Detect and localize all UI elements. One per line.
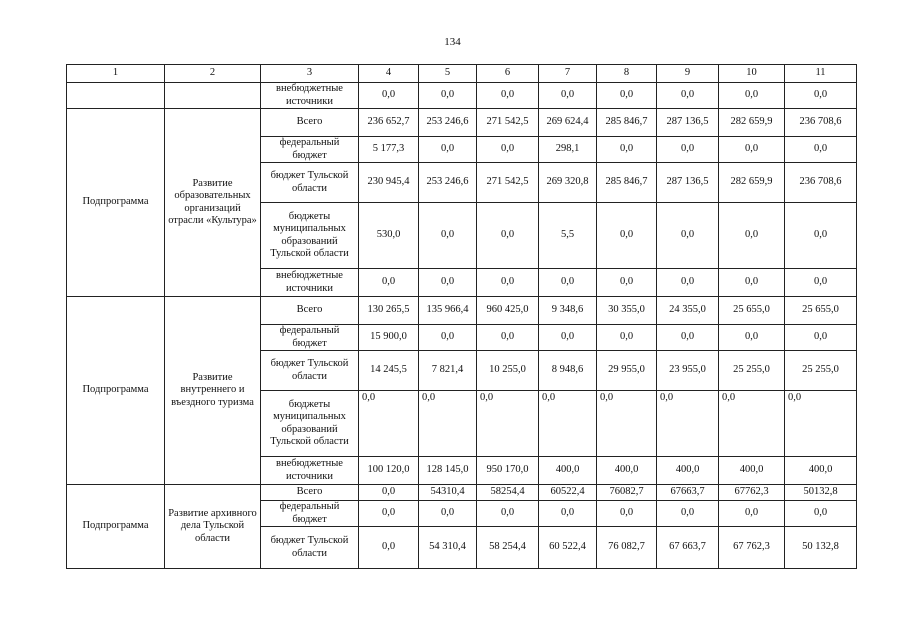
amount-cell: 0,0 <box>359 485 419 501</box>
amount-cell: 0,0 <box>539 501 597 527</box>
amount-cell: 30 355,0 <box>597 297 657 325</box>
amount-cell: 54310,4 <box>419 485 477 501</box>
amount-cell: 400,0 <box>719 457 785 485</box>
funding-source-cell: Всего <box>261 297 359 325</box>
empty-cell <box>165 83 261 109</box>
amount-cell: 950 170,0 <box>477 457 539 485</box>
amount-cell: 271 542,5 <box>477 163 539 203</box>
column-header: 9 <box>657 65 719 83</box>
amount-cell: 0,0 <box>785 137 857 163</box>
amount-cell: 0,0 <box>539 391 597 457</box>
amount-cell: 15 900,0 <box>359 325 419 351</box>
amount-cell: 0,0 <box>719 325 785 351</box>
amount-cell: 25 655,0 <box>719 297 785 325</box>
funding-source-cell: Всего <box>261 485 359 501</box>
amount-cell: 0,0 <box>597 269 657 297</box>
funding-source-cell: бюджет Тульской области <box>261 351 359 391</box>
amount-cell: 67 762,3 <box>719 527 785 569</box>
program-name-cell: Развитие архивного дела Тульской области <box>165 485 261 569</box>
amount-cell: 0,0 <box>719 391 785 457</box>
table-row <box>67 485 857 501</box>
amount-cell: 282 659,9 <box>719 109 785 137</box>
program-name-cell: Развитие образовательных организаций отрасли «Культура» <box>165 109 261 297</box>
amount-cell: 67663,7 <box>657 485 719 501</box>
amount-cell: 0,0 <box>419 83 477 109</box>
column-header: 8 <box>597 65 657 83</box>
amount-cell: 0,0 <box>785 269 857 297</box>
amount-cell: 60 522,4 <box>539 527 597 569</box>
amount-cell: 271 542,5 <box>477 109 539 137</box>
amount-cell: 285 846,7 <box>597 109 657 137</box>
funding-source-cell: бюджет Тульской области <box>261 527 359 569</box>
funding-source-cell: федеральный бюджет <box>261 325 359 351</box>
amount-cell: 0,0 <box>657 391 719 457</box>
amount-cell: 0,0 <box>657 83 719 109</box>
amount-cell: 67 663,7 <box>657 527 719 569</box>
column-header: 10 <box>719 65 785 83</box>
amount-cell: 9 348,6 <box>539 297 597 325</box>
amount-cell: 530,0 <box>359 203 419 269</box>
amount-cell: 0,0 <box>785 391 857 457</box>
amount-cell: 0,0 <box>597 137 657 163</box>
amount-cell: 0,0 <box>477 391 539 457</box>
amount-cell: 25 255,0 <box>719 351 785 391</box>
amount-cell: 58254,4 <box>477 485 539 501</box>
amount-cell: 50132,8 <box>785 485 857 501</box>
amount-cell: 23 955,0 <box>657 351 719 391</box>
amount-cell: 0,0 <box>539 325 597 351</box>
amount-cell: 236 652,7 <box>359 109 419 137</box>
amount-cell: 0,0 <box>477 137 539 163</box>
budget-table <box>66 64 857 569</box>
amount-cell: 0,0 <box>359 83 419 109</box>
amount-cell: 0,0 <box>539 83 597 109</box>
amount-cell: 0,0 <box>477 501 539 527</box>
column-header: 3 <box>261 65 359 83</box>
amount-cell: 0,0 <box>719 269 785 297</box>
amount-cell: 0,0 <box>719 203 785 269</box>
amount-cell: 100 120,0 <box>359 457 419 485</box>
amount-cell: 400,0 <box>785 457 857 485</box>
amount-cell: 287 136,5 <box>657 163 719 203</box>
program-type-cell: Подпрограмма <box>67 297 165 485</box>
amount-cell: 253 246,6 <box>419 163 477 203</box>
amount-cell: 5,5 <box>539 203 597 269</box>
amount-cell: 67762,3 <box>719 485 785 501</box>
amount-cell: 0,0 <box>419 391 477 457</box>
amount-cell: 0,0 <box>719 137 785 163</box>
amount-cell: 0,0 <box>359 501 419 527</box>
amount-cell: 0,0 <box>597 501 657 527</box>
amount-cell: 0,0 <box>785 325 857 351</box>
amount-cell: 135 966,4 <box>419 297 477 325</box>
amount-cell: 76082,7 <box>597 485 657 501</box>
amount-cell: 7 821,4 <box>419 351 477 391</box>
table-row <box>67 109 857 137</box>
funding-source-cell: федеральный бюджет <box>261 501 359 527</box>
column-header: 5 <box>419 65 477 83</box>
amount-cell: 230 945,4 <box>359 163 419 203</box>
amount-cell: 8 948,6 <box>539 351 597 391</box>
program-name-cell: Развитие внутреннего и въездного туризма <box>165 297 261 485</box>
funding-source-cell: Всего <box>261 109 359 137</box>
amount-cell: 0,0 <box>419 137 477 163</box>
table-row <box>67 297 857 325</box>
amount-cell: 0,0 <box>597 391 657 457</box>
amount-cell: 400,0 <box>597 457 657 485</box>
column-header: 7 <box>539 65 597 83</box>
amount-cell: 0,0 <box>477 269 539 297</box>
column-header: 6 <box>477 65 539 83</box>
amount-cell: 25 255,0 <box>785 351 857 391</box>
amount-cell: 0,0 <box>597 325 657 351</box>
column-header: 2 <box>165 65 261 83</box>
amount-cell: 76 082,7 <box>597 527 657 569</box>
funding-source-cell: бюджеты муниципальных образований Тульской области <box>261 203 359 269</box>
empty-cell <box>67 83 165 109</box>
amount-cell: 269 320,8 <box>539 163 597 203</box>
funding-source-cell: бюджеты муниципальных образований Тульской области <box>261 391 359 457</box>
amount-cell: 400,0 <box>657 457 719 485</box>
amount-cell: 400,0 <box>539 457 597 485</box>
amount-cell: 0,0 <box>419 501 477 527</box>
amount-cell: 128 145,0 <box>419 457 477 485</box>
amount-cell: 0,0 <box>539 269 597 297</box>
amount-cell: 282 659,9 <box>719 163 785 203</box>
amount-cell: 0,0 <box>785 501 857 527</box>
page-number: 134 <box>444 36 461 48</box>
amount-cell: 0,0 <box>419 203 477 269</box>
amount-cell: 14 245,5 <box>359 351 419 391</box>
header-row <box>67 65 857 83</box>
amount-cell: 0,0 <box>477 83 539 109</box>
funding-source-cell: внебюджетные источники <box>261 83 359 109</box>
amount-cell: 5 177,3 <box>359 137 419 163</box>
amount-cell: 285 846,7 <box>597 163 657 203</box>
amount-cell: 54 310,4 <box>419 527 477 569</box>
amount-cell: 0,0 <box>359 527 419 569</box>
amount-cell: 0,0 <box>419 325 477 351</box>
amount-cell: 0,0 <box>657 203 719 269</box>
amount-cell: 269 624,4 <box>539 109 597 137</box>
amount-cell: 58 254,4 <box>477 527 539 569</box>
amount-cell: 50 132,8 <box>785 527 857 569</box>
amount-cell: 130 265,5 <box>359 297 419 325</box>
amount-cell: 0,0 <box>657 501 719 527</box>
funding-source-cell: внебюджетные источники <box>261 457 359 485</box>
amount-cell: 0,0 <box>419 269 477 297</box>
amount-cell: 960 425,0 <box>477 297 539 325</box>
amount-cell: 0,0 <box>359 269 419 297</box>
amount-cell: 0,0 <box>719 83 785 109</box>
amount-cell: 29 955,0 <box>597 351 657 391</box>
program-type-cell: Подпрограмма <box>67 485 165 569</box>
amount-cell: 0,0 <box>477 325 539 351</box>
amount-cell: 0,0 <box>657 269 719 297</box>
amount-cell: 236 708,6 <box>785 163 857 203</box>
amount-cell: 298,1 <box>539 137 597 163</box>
amount-cell: 236 708,6 <box>785 109 857 137</box>
amount-cell: 0,0 <box>477 203 539 269</box>
amount-cell: 10 255,0 <box>477 351 539 391</box>
amount-cell: 0,0 <box>597 83 657 109</box>
amount-cell: 287 136,5 <box>657 109 719 137</box>
amount-cell: 24 355,0 <box>657 297 719 325</box>
amount-cell: 60522,4 <box>539 485 597 501</box>
funding-source-cell: бюджет Тульской области <box>261 163 359 203</box>
program-type-cell: Подпрограмма <box>67 109 165 297</box>
funding-source-cell: федеральный бюджет <box>261 137 359 163</box>
amount-cell: 0,0 <box>359 391 419 457</box>
funding-source-cell: внебюджетные источники <box>261 269 359 297</box>
amount-cell: 0,0 <box>597 203 657 269</box>
amount-cell: 253 246,6 <box>419 109 477 137</box>
column-header: 1 <box>67 65 165 83</box>
amount-cell: 25 655,0 <box>785 297 857 325</box>
amount-cell: 0,0 <box>785 83 857 109</box>
column-header: 11 <box>785 65 857 83</box>
column-header: 4 <box>359 65 419 83</box>
table-row <box>67 83 857 109</box>
amount-cell: 0,0 <box>657 325 719 351</box>
amount-cell: 0,0 <box>719 501 785 527</box>
amount-cell: 0,0 <box>657 137 719 163</box>
amount-cell: 0,0 <box>785 203 857 269</box>
